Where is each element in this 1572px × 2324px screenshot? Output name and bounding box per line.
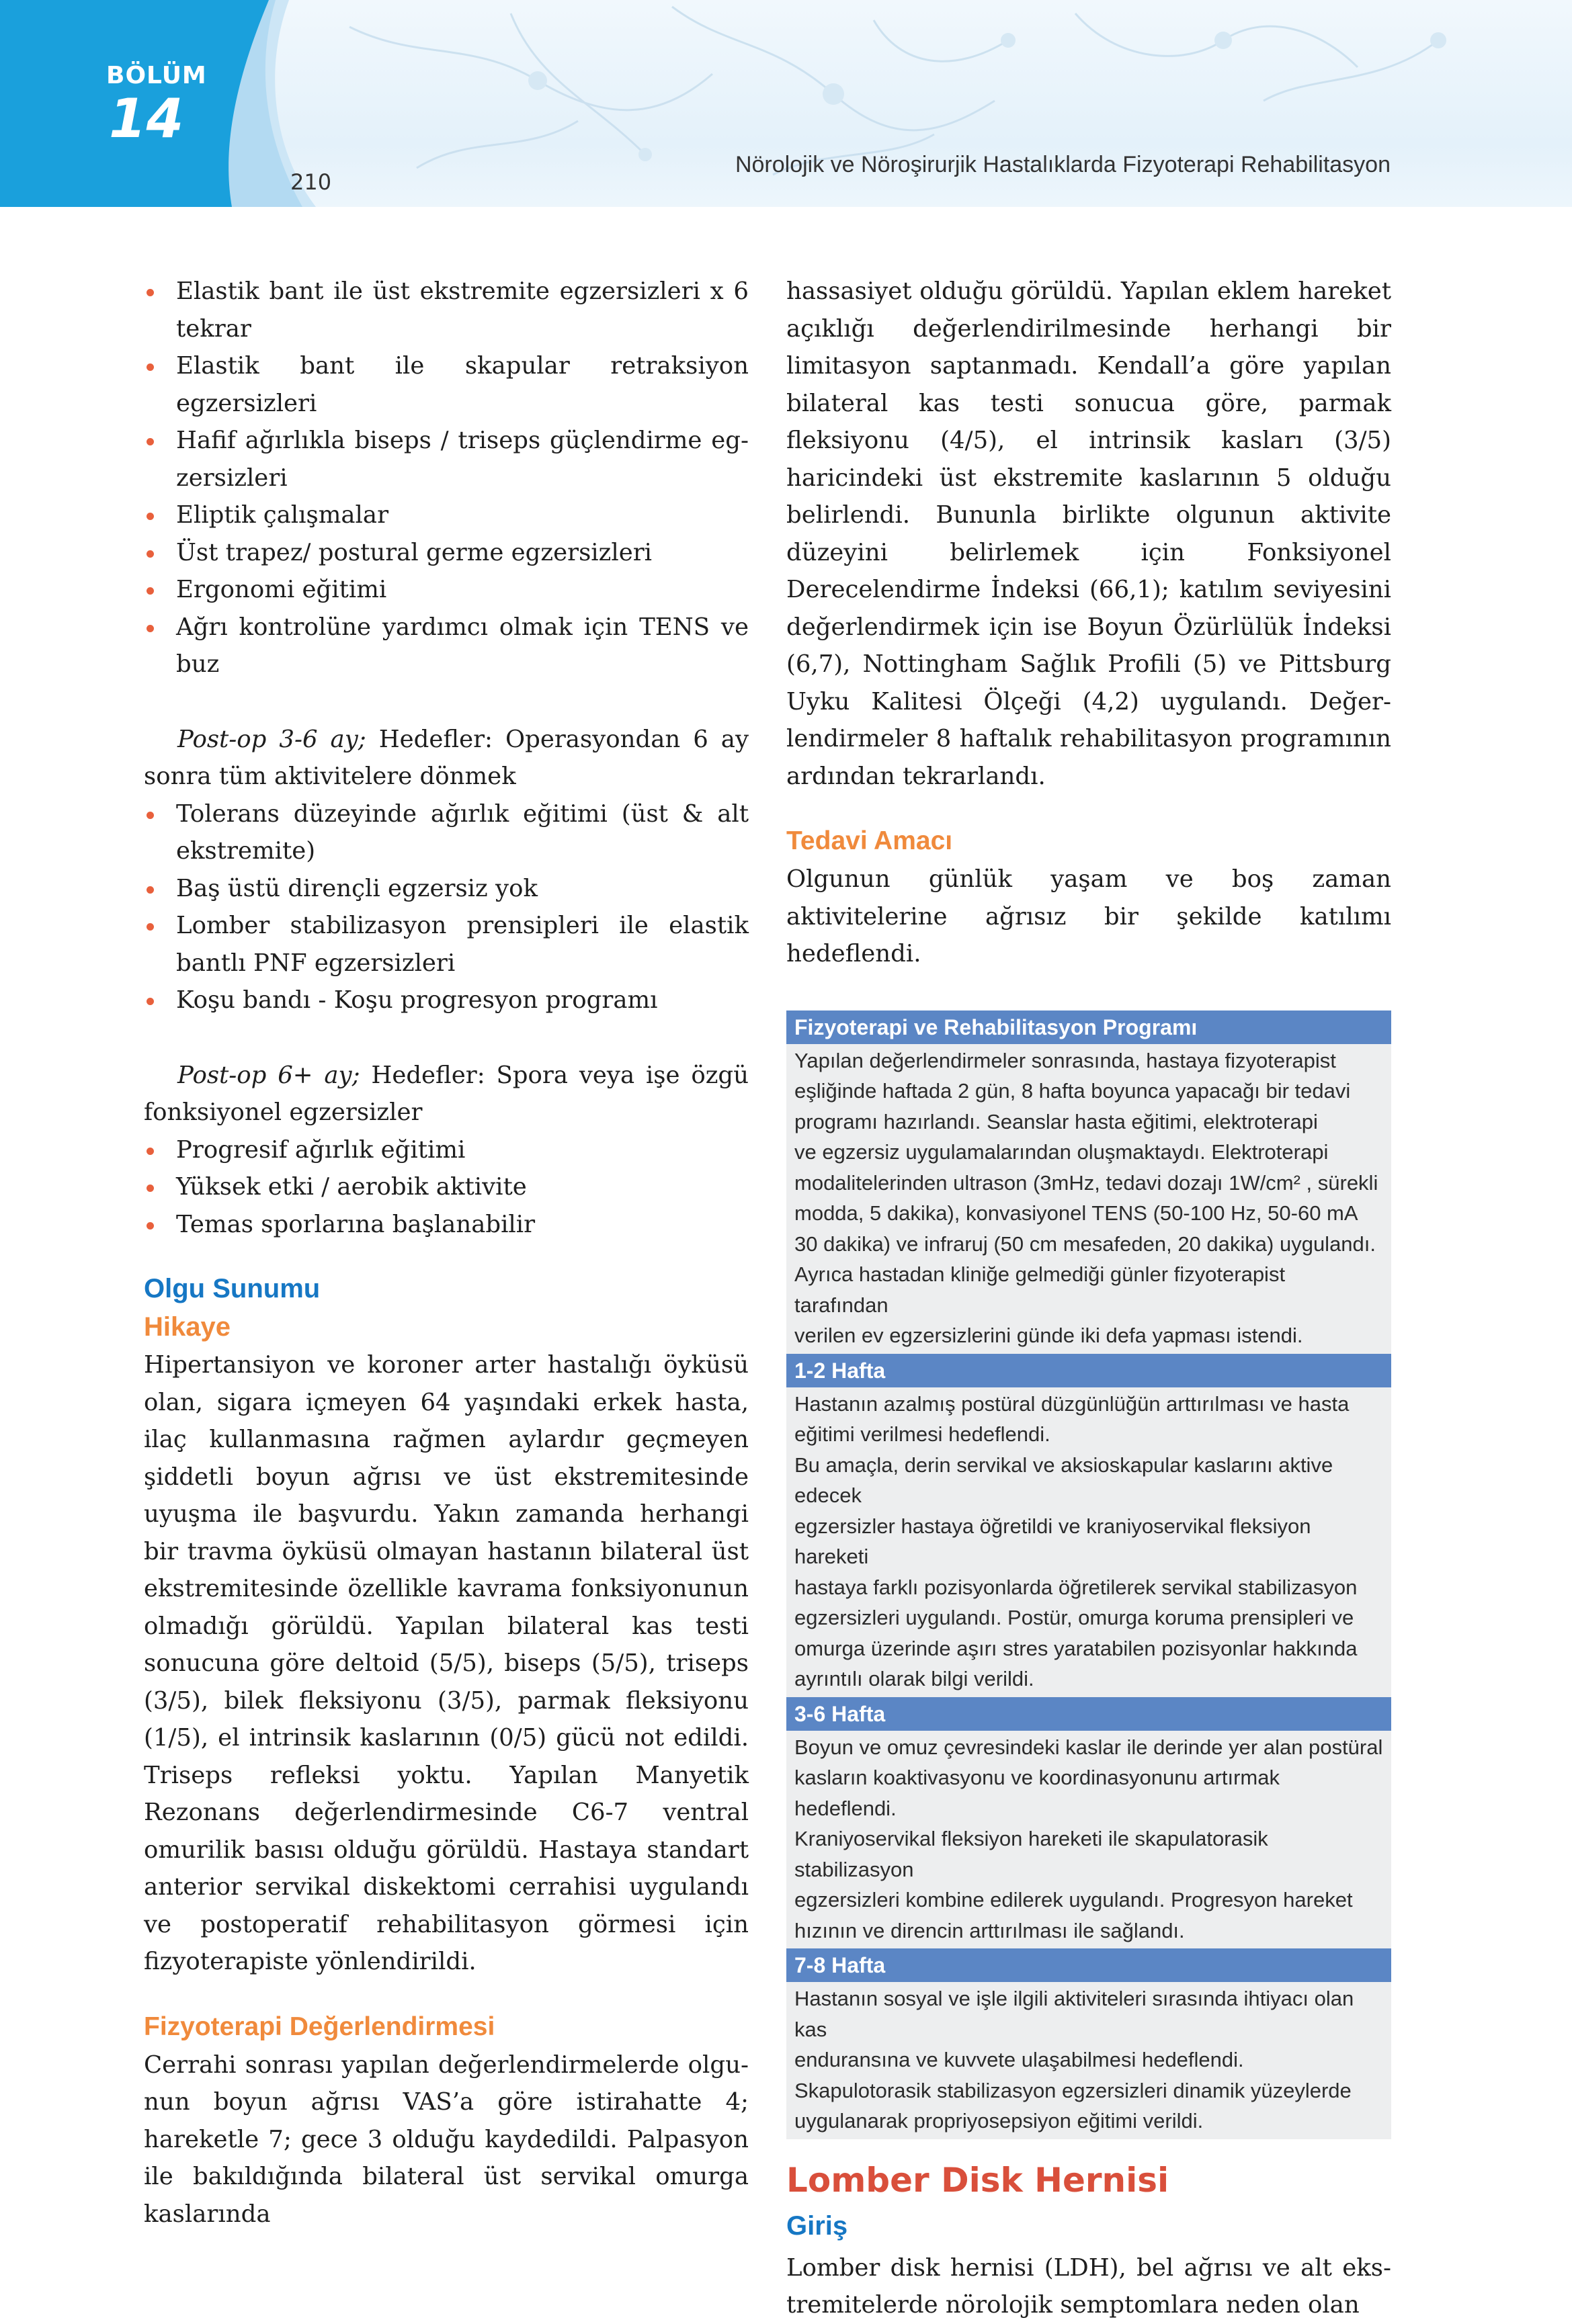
list-item: Baş üstü dirençli egzersiz yok [144, 870, 749, 908]
list-item: Ağrı kontrolüne yardımcı olmak için TENS ve buz [144, 609, 749, 683]
program-line: egzersizleri kombine edilerek uygulandı. Progresyon hareket [794, 1888, 1353, 1911]
list-item: Elastik bant ile üst ekstremite egzersizleri x 6 tekrar [144, 273, 749, 347]
program-line: egzersizler hastaya öğretildi ve kraniyoservikal fleksiyon hareketi [794, 1514, 1311, 1568]
program-line: 30 dakika) ve infraruj (50 cm mesafeden, 20 dakika) uygulandı. [794, 1232, 1376, 1256]
program-line: Ayrıca hastadan kliniğe gelmediği günler fizyoterapist tarafından [794, 1262, 1286, 1317]
list-item: Yüksek etki / aerobik aktivite [144, 1168, 749, 1206]
phase-title: 7-8 Hafta [786, 1948, 1391, 1982]
page-number: 210 [290, 169, 332, 195]
program-line: Kraniyoservikal fleksiyon hareketi ile skapulatorasik stabilizasyon [794, 1827, 1268, 1881]
bullet-list-postop-3-6 [144, 795, 749, 1019]
postop-3-6-paragraph [144, 721, 749, 795]
program-line: programı hazırlandı. Seanslar hasta eğitimi, elektroterapi [794, 1109, 1318, 1133]
postop-6-paragraph [144, 1057, 749, 1131]
program-line: ayrıntılı olarak bilgi verildi. [794, 1667, 1034, 1690]
program-line: Boyun ve omuz çevresindeki kaslar ile derinde yer alan postüral [794, 1735, 1383, 1759]
phase-body [786, 1731, 1391, 1949]
phase-title: 1-2 Hafta [786, 1354, 1391, 1387]
postop-goal: Hedefler: Operasyondan 6 ay sonra tüm aktivitelere dönmek [144, 725, 749, 790]
program-line: Hastanın sosyal ve işle ilgili aktiviteleri sırasında ihtiyacı olan kas [794, 1987, 1354, 2041]
running-title: Nörolojik ve Nöroşirurjik Hastalıklarda Fizyoterapi Rehabilitasyon [735, 152, 1391, 177]
list-item: Ergonomi eğitimi [144, 571, 749, 609]
list-item: Koşu bandı - Koşu progresyon programı [144, 982, 749, 1019]
phase-body [786, 1387, 1391, 1697]
list-item: Temas sporlarına başlanabilir [144, 1206, 749, 1244]
list-item: Progresif ağırlık eğitimi [144, 1131, 749, 1169]
list-item: Elastik bant ile skapular retraksiyon egzersizleri [144, 347, 749, 422]
program-line: eşliğinde haftada 2 gün, 8 hafta boyunca yapacağı bir tedavi [794, 1079, 1351, 1103]
bullet-list-postop-6 [144, 1131, 749, 1244]
history-heading: Hikaye [144, 1312, 231, 1342]
intro-paragraph: Lomber disk hernisi (LDH), bel ağrısı ve alt ekstremitelerde nörolojik semptomlara neden olan [786, 2253, 1391, 2319]
program-line: modalitelerinden ultrason (3mHz, tedavi dozajı 1W/cm² , sürekli [794, 1170, 1378, 1195]
treatment-goal-paragraph: Olgunun günlük yaşam ve boş zaman aktivitelerine ağrısız bir şekilde katılımı hedeflendi. [786, 865, 1391, 967]
program-line: hızının ve direncin arttırılması ile sağlandı. [794, 1918, 1185, 1942]
list-item: Üst trapez/ postural germe egzersizleri [144, 534, 749, 572]
evaluation-heading: Fizyoterapi Değerlendirmesi [144, 2012, 495, 2041]
phase-title: 3-6 Hafta [786, 1697, 1391, 1731]
program-line: eğitimi verilmesi hedeflendi. [794, 1422, 1050, 1446]
list-item: Tolerans düzeyinde ağırlık eğitimi (üst & alt ekstremite) [144, 795, 749, 870]
history-paragraph: Hipertansiyon ve koroner arter hastalığı öyküsü olan, sigara içmeyen 64 yaşındaki erkek hasta, ilaç kullanmasına rağmen aylardır geçmeyen şiddetli boyun ağrısı ve üst ekstremitesinde uyuşma ile başvurdu. Yakın zamanda herhangi bir travma öyküsü olmayan hastanın bilateral üst ekstremitesinde özellikle kavrama fonksiyonunun olmadığı görüldü. Yapılan bilateral kas testi sonucuna göre deltoid (5/5), biseps (5/5), triseps (3/5), bilek fleksiyonu (3/5), parmak fleksiyonu (1/5), el intrinsik kaslarının (0/5) gücü not edildi. Triseps refleksi yoktu. Yapılan Manyetik Rezonans değerlendirmesinde C6-7 ventral omurilik basısı olduğu görüldü. Hastaya standart anterior servikal diskektomi cerrahisi uygulandı ve postoperatif rehabilitasyon görmesi için fizyoterapiste yönlendirildi. [144, 1351, 749, 1975]
program-line: verilen ev egzersizlerini günde iki defa yapması istendi. [794, 1324, 1303, 1347]
program-line: kasların koaktivasyonu ve koordinasyonunu artırmak hedeflendi. [794, 1766, 1280, 1820]
program-line: Hastanın azalmış postüral düzgünlüğün arttırılması ve hasta [794, 1391, 1350, 1416]
intro-heading: Giriş [786, 2210, 848, 2241]
list-item: Lomber stabilizasyon prensipleri ile elastik bantlı PNF egzersizleri [144, 907, 749, 982]
chapter-label: BÖLÜM [106, 62, 207, 89]
evaluation-paragraph: Cerrahi sonrası yapılan değerlendirmelerde olgunun boyun ağrısı VAS’a göre istirahatte 4; hareketle 7; gece 3 olduğu kaydedildi. Palpasyon ile bakıldığında bilateral üst servikal omurga kaslarında [144, 2051, 749, 2228]
program-line: enduransına ve kuvvete ulaşabilmesi hedeflendi. [794, 2048, 1244, 2071]
program-line: modda, 5 dakika), konvasiyonel TENS (50-100 Hz, 50-60 mA [794, 1201, 1358, 1225]
right-column [786, 273, 1391, 2324]
program-line: omurga üzerinde aşırı stres yaratabilen pozisyonlar hakkında [794, 1636, 1358, 1660]
treatment-goal-heading: Tedavi Amacı [786, 826, 953, 855]
list-item: Hafif ağırlıkla biseps / triseps güçlendirme egzersizleri [144, 422, 749, 497]
program-line: Skapulotorasik stabilizasyon egzersizleri dinamik yüzeylerde [794, 2078, 1352, 2102]
program-intro [786, 1044, 1391, 1354]
program-line: hastaya farklı pozisyonlarda öğretilerek servikal stabilizasyon [794, 1575, 1358, 1599]
postop-goal: Hedefler: Spora veya işe özgü fonksiyonel egzersizler [144, 1061, 749, 1126]
page-header [0, 0, 1572, 207]
postop-label: Post-op 3-6 ay; [177, 725, 366, 753]
program-line: ve egzersiz uygulamalarından oluşmaktaydı. Elektroterapi [794, 1140, 1329, 1164]
section-heading: Lomber Disk Hernisi [786, 2160, 1169, 2200]
bullet-list-postop-early [144, 273, 749, 683]
phase-body [786, 1982, 1391, 2139]
left-column [144, 273, 749, 2233]
evaluation-paragraph-continued: hassasiyet olduğu görüldü. Yapılan eklem hareket açıklığı değerlendirilmesinde herhangi bir limitasyon saptanmadı. Kendall’a göre yapılan bilateral kas testi sonucua göre, parmak fleksiyonu (4/5), el intrinsik kasları (3/5) haricindeki üst ekstremite kaslarının 5 olduğu belirlendi. Bununla birlikte olgunun aktivite düzeyini belirlemek için Fonksiyonel Derecelendirme İndeksi (66,1); katılım seviyesini değerlendirmek için ise Boyun Özürlülük İndeksi (6,7), Nottingham Sağlık Profili (5) ve Pittsburg Uyku Kalitesi Ölçeği (4,2) uygulandı. Değerlendirmeler 8 haftalık rehabilitasyon programının ardından tekrarlandı. [786, 277, 1391, 790]
program-phases [786, 1354, 1391, 2139]
case-heading: Olgu Sunumu [144, 1274, 321, 1303]
program-line: egzersizleri uygulandı. Postür, omurga koruma prensipleri ve [794, 1606, 1354, 1629]
list-item: Eliptik çalışmalar [144, 497, 749, 534]
postop-label: Post-op 6+ ay; [177, 1061, 360, 1089]
program-title: Fizyoterapi ve Rehabilitasyon Programı [786, 1010, 1391, 1044]
chapter-number: 14 [109, 87, 184, 150]
program-line: Yapılan değerlendirmeler sonrasında, hastaya fizyoterapist [794, 1048, 1336, 1072]
rehab-program-table [786, 1010, 1391, 2139]
program-line: uygulanarak propriyosepsiyon eğitimi verildi. [794, 2109, 1204, 2133]
program-line: Bu amaçla, derin servikal ve aksioskapular kaslarını aktive edecek [794, 1453, 1333, 1507]
